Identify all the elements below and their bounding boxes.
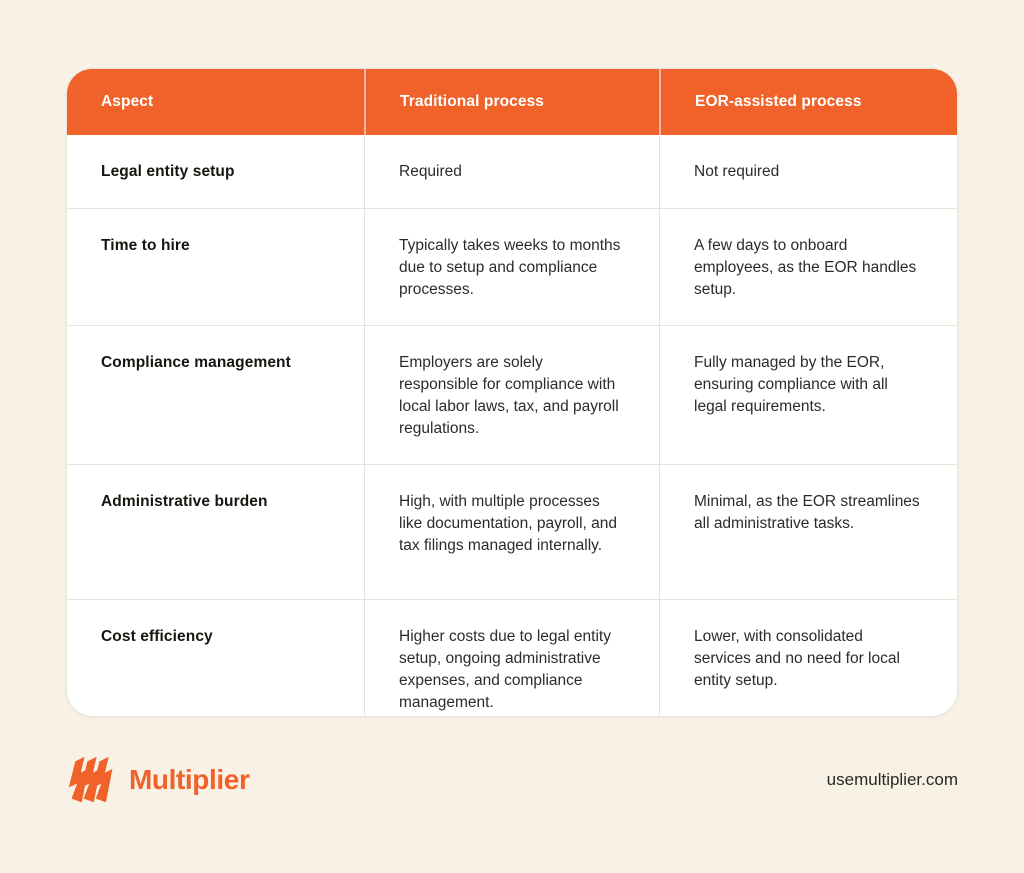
table-row bbox=[67, 325, 957, 464]
table-header-traditional-process: Traditional process bbox=[364, 69, 659, 135]
row-label-time-to-hire: Time to hire bbox=[101, 237, 190, 254]
row-label-administrative-burden: Administrative burden bbox=[101, 493, 268, 510]
table-header-aspect: Aspect bbox=[101, 93, 154, 110]
row-label-cost-efficiency: Cost efficiency bbox=[101, 628, 213, 645]
table-row bbox=[67, 135, 957, 208]
cell-eor-administrative-burden: Minimal, as the EOR streamlines all administrative tasks. bbox=[659, 465, 957, 599]
table-header-eor-assisted-process: EOR-assisted process bbox=[659, 69, 957, 135]
row-label-compliance-management: Compliance management bbox=[101, 354, 291, 371]
multiplier-zigzag-m-icon bbox=[66, 755, 118, 805]
cell-traditional-time-to-hire: Typically takes weeks to months due to setup and compliance processes. bbox=[364, 209, 659, 325]
row-label-legal-entity-setup: Legal entity setup bbox=[101, 163, 235, 180]
footer bbox=[66, 750, 958, 810]
cell-traditional-compliance-management: Employers are solely responsible for compliance with local labor laws, tax, and payroll regulations. bbox=[364, 326, 659, 464]
multiplier-logo-text: Multiplier bbox=[129, 764, 250, 795]
cell-traditional-cost-efficiency: Higher costs due to legal entity setup, ongoing administrative expenses, and compliance management. bbox=[364, 600, 659, 717]
multiplier-logo bbox=[66, 755, 249, 805]
table-row bbox=[67, 599, 957, 717]
comparison-table-card bbox=[66, 68, 958, 717]
cell-eor-compliance-management: Fully managed by the EOR, ensuring compliance with all legal requirements. bbox=[659, 326, 957, 464]
cell-eor-time-to-hire: A few days to onboard employees, as the EOR handles setup. bbox=[659, 209, 957, 325]
table-row bbox=[67, 208, 957, 325]
table-header-row bbox=[67, 69, 957, 135]
table-row bbox=[67, 464, 957, 599]
cell-traditional-administrative-burden: High, with multiple processes like documentation, payroll, and tax filings managed internally. bbox=[364, 465, 659, 599]
website-link[interactable]: usemultiplier.com bbox=[826, 770, 958, 789]
cell-eor-cost-efficiency: Lower, with consolidated services and no need for local entity setup. bbox=[659, 600, 957, 717]
cell-eor-legal-entity-setup: Not required bbox=[659, 135, 957, 208]
cell-traditional-legal-entity-setup: Required bbox=[364, 135, 659, 208]
